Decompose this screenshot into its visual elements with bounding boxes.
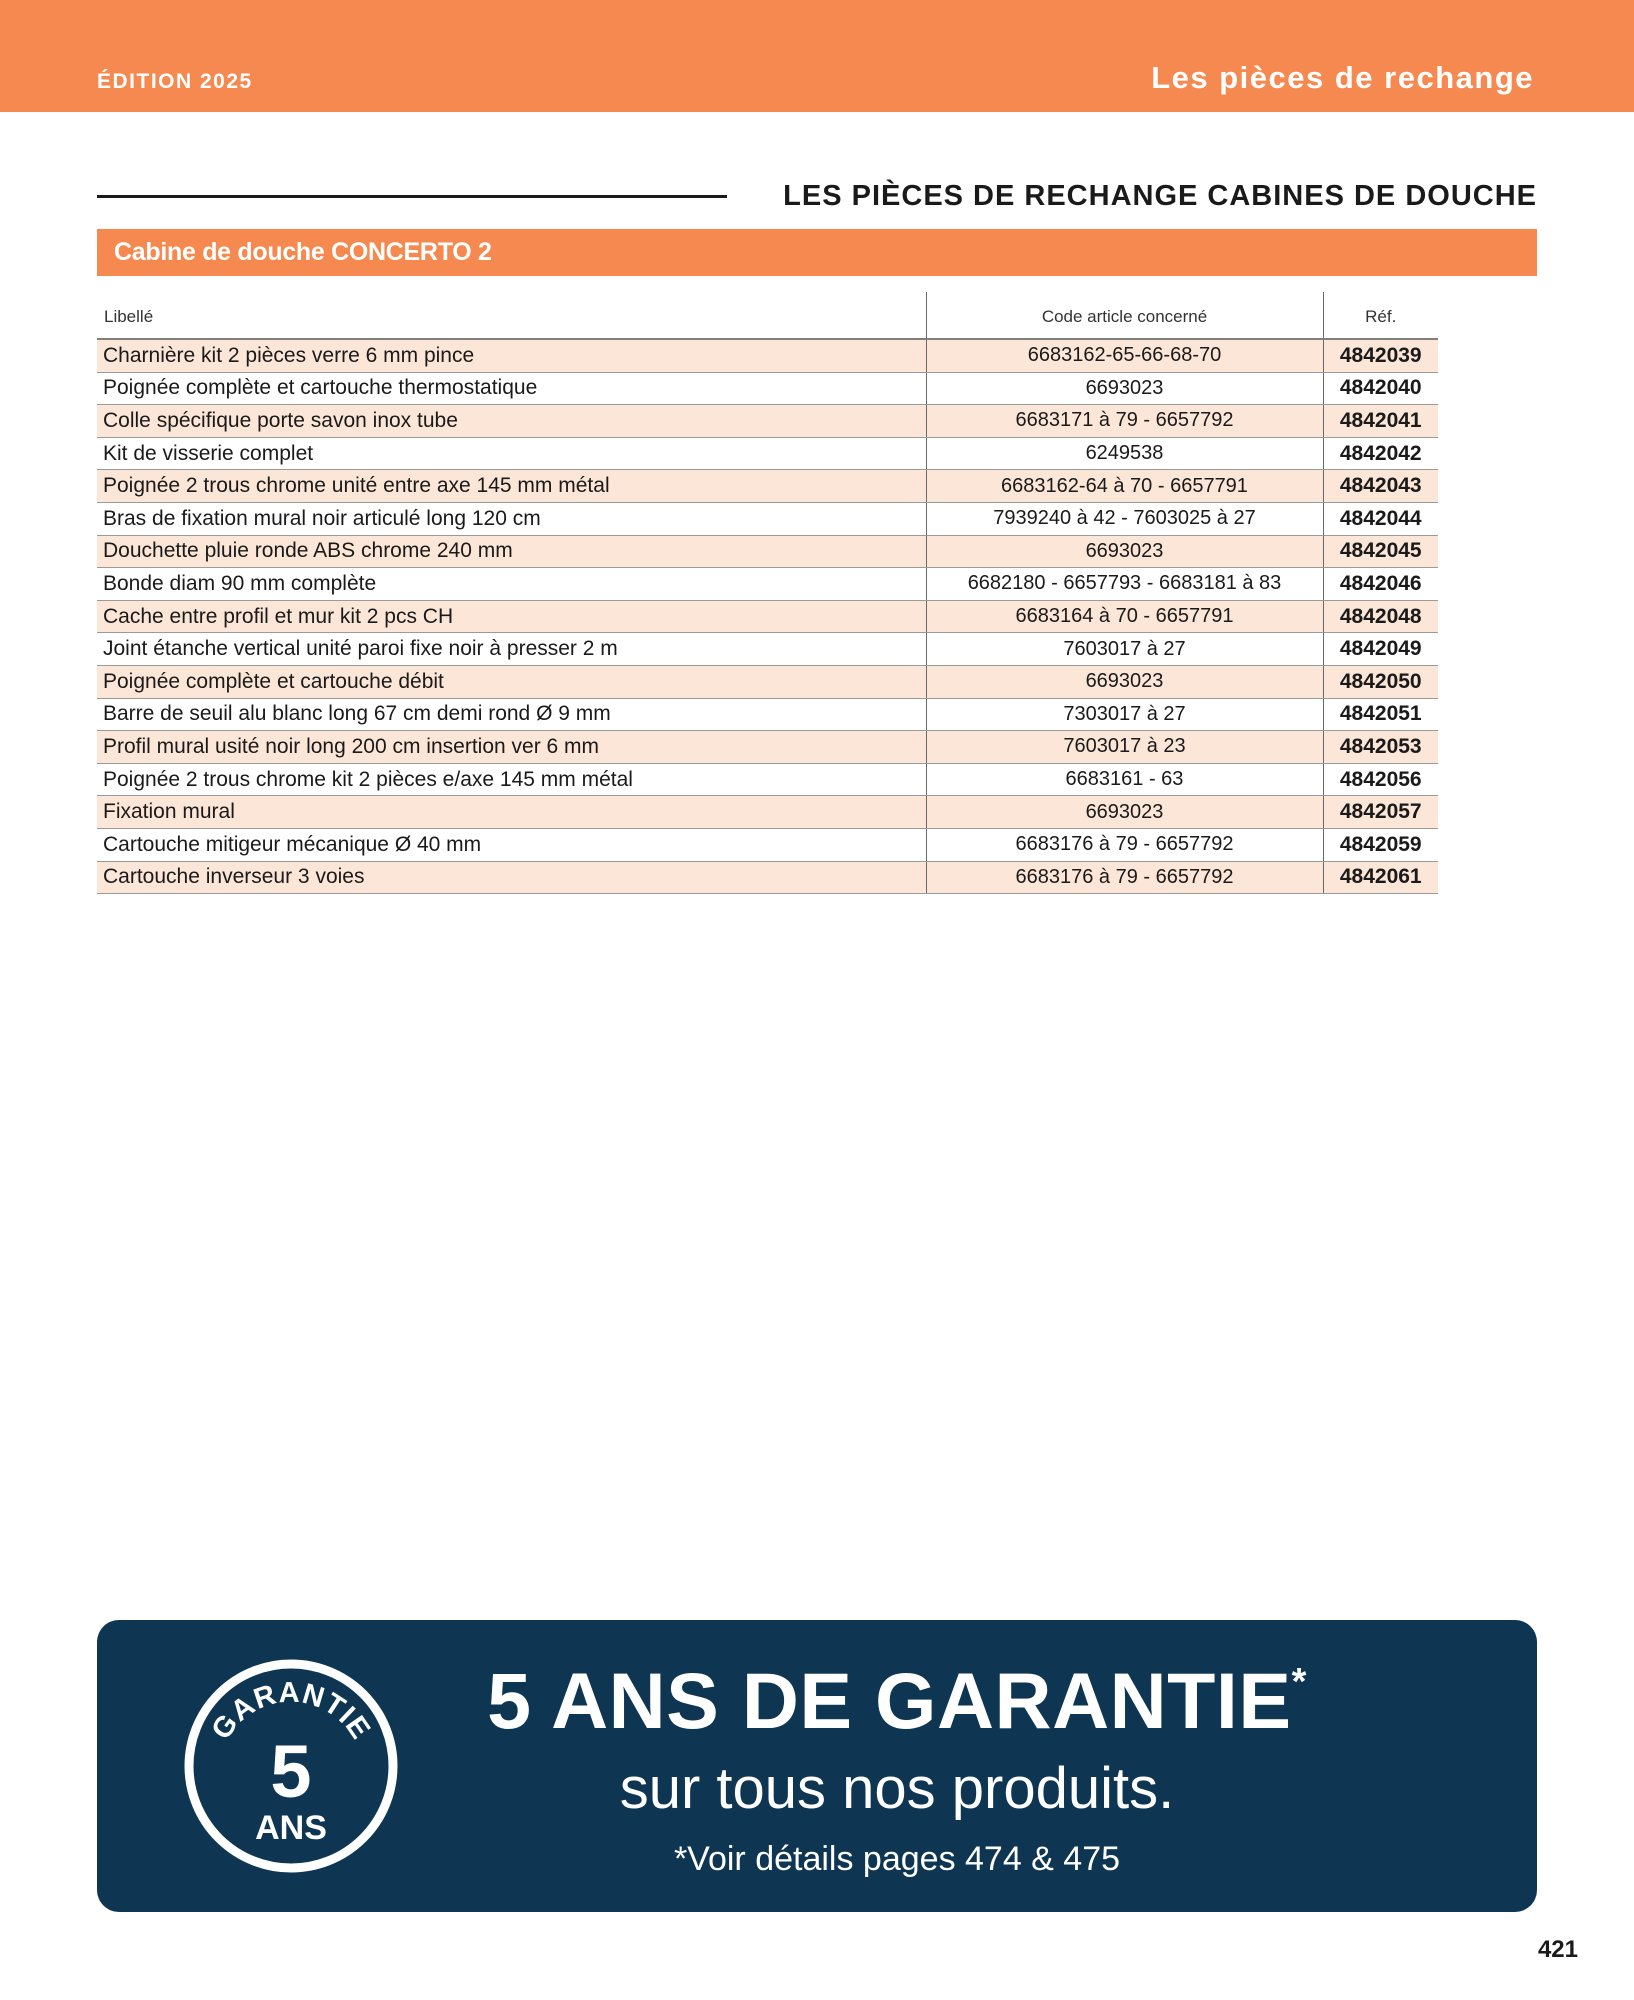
column-header-label: Libellé xyxy=(97,292,926,339)
cell-ref: 4842050 xyxy=(1323,665,1438,698)
chapter-title: Les pièces de rechange xyxy=(1151,60,1534,95)
warranty-title: 5 ANS DE GARANTIE* xyxy=(487,1656,1307,1745)
cell-label: Douchette pluie ronde ABS chrome 240 mm xyxy=(97,535,926,568)
cell-code: 6693023 xyxy=(926,372,1323,405)
badge-bottom-text: ANS xyxy=(255,1809,327,1847)
cell-label: Cartouche inverseur 3 voies xyxy=(97,861,926,894)
cell-ref: 4842039 xyxy=(1323,339,1438,372)
cell-code: 6683176 à 79 - 6657792 xyxy=(926,828,1323,861)
table-row xyxy=(97,600,1438,633)
table-row xyxy=(97,665,1438,698)
cell-code: 6693023 xyxy=(926,796,1323,829)
table-row xyxy=(97,796,1438,829)
warranty-note: *Voir détails pages 474 & 475 xyxy=(673,1840,1121,1878)
cell-code: 6683171 à 79 - 6657792 xyxy=(926,405,1323,438)
cell-ref: 4842057 xyxy=(1323,796,1438,829)
product-subheader: Cabine de douche CONCERTO 2 xyxy=(97,229,1537,276)
table-row xyxy=(97,861,1438,894)
cell-label: Barre de seuil alu blanc long 67 cm demi rond Ø 9 mm xyxy=(97,698,926,731)
cell-code: 6683176 à 79 - 6657792 xyxy=(926,861,1323,894)
table-row xyxy=(97,502,1438,535)
warranty-badge-icon xyxy=(181,1656,401,1876)
cell-ref: 4842040 xyxy=(1323,372,1438,405)
table-row xyxy=(97,372,1438,405)
top-banner xyxy=(0,0,1634,112)
cell-ref: 4842051 xyxy=(1323,698,1438,731)
page-number: 421 xyxy=(1537,1936,1578,1963)
table-row xyxy=(97,568,1438,601)
cell-label: Poignée 2 trous chrome kit 2 pièces e/axe 145 mm métal xyxy=(97,763,926,796)
cell-code: 7939240 à 42 - 7603025 à 27 xyxy=(926,502,1323,535)
table-row xyxy=(97,828,1438,861)
cell-ref: 4842041 xyxy=(1323,405,1438,438)
table-row xyxy=(97,405,1438,438)
table-row xyxy=(97,698,1438,731)
cell-code: 7303017 à 27 xyxy=(926,698,1323,731)
cell-label: Cartouche mitigeur mécanique Ø 40 mm xyxy=(97,828,926,861)
cell-label: Profil mural usité noir long 200 cm insertion ver 6 mm xyxy=(97,731,926,764)
cell-ref: 4842059 xyxy=(1323,828,1438,861)
cell-label: Charnière kit 2 pièces verre 6 mm pince xyxy=(97,339,926,372)
cell-ref: 4842045 xyxy=(1323,535,1438,568)
edition-label: ÉDITION 2025 xyxy=(97,70,253,93)
badge-number: 5 xyxy=(270,1730,312,1813)
badge-top-text: GARANTIE xyxy=(205,1676,377,1746)
cell-code: 6683161 - 63 xyxy=(926,763,1323,796)
cell-label: Poignée complète et cartouche débit xyxy=(97,665,926,698)
cell-label: Joint étanche vertical unité paroi fixe noir à presser 2 m xyxy=(97,633,926,666)
spare-parts-table xyxy=(97,292,1438,894)
warranty-subtitle: sur tous nos produits. xyxy=(619,1756,1175,1821)
table-row xyxy=(97,339,1438,372)
cell-code: 6693023 xyxy=(926,535,1323,568)
table-row xyxy=(97,437,1438,470)
cell-ref: 4842042 xyxy=(1323,437,1438,470)
warranty-asterisk: * xyxy=(1291,1661,1307,1703)
cell-label: Poignée complète et cartouche thermostatique xyxy=(97,372,926,405)
cell-label: Bras de fixation mural noir articulé long 120 cm xyxy=(97,502,926,535)
cell-label: Cache entre profil et mur kit 2 pcs CH xyxy=(97,600,926,633)
cell-code: 6683164 à 70 - 6657791 xyxy=(926,600,1323,633)
cell-label: Poignée 2 trous chrome unité entre axe 145 mm métal xyxy=(97,470,926,503)
table-row xyxy=(97,535,1438,568)
cell-ref: 4842053 xyxy=(1323,731,1438,764)
table-row xyxy=(97,470,1438,503)
warranty-banner xyxy=(97,1620,1537,1912)
cell-code: 6249538 xyxy=(926,437,1323,470)
table-row xyxy=(97,633,1438,666)
cell-label: Kit de visserie complet xyxy=(97,437,926,470)
cell-code: 7603017 à 27 xyxy=(926,633,1323,666)
cell-code: 6682180 - 6657793 - 6683181 à 83 xyxy=(926,568,1323,601)
cell-code: 6693023 xyxy=(926,665,1323,698)
cell-ref: 4842048 xyxy=(1323,600,1438,633)
table-header-row xyxy=(97,292,1438,339)
cell-label: Fixation mural xyxy=(97,796,926,829)
section-divider xyxy=(97,195,727,198)
cell-label: Colle spécifique porte savon inox tube xyxy=(97,405,926,438)
cell-code: 6683162-64 à 70 - 6657791 xyxy=(926,470,1323,503)
table-row xyxy=(97,763,1438,796)
column-header-code: Code article concerné xyxy=(926,292,1323,339)
cell-ref: 4842043 xyxy=(1323,470,1438,503)
cell-ref: 4842046 xyxy=(1323,568,1438,601)
cell-ref: 4842056 xyxy=(1323,763,1438,796)
table-row xyxy=(97,731,1438,764)
column-header-ref: Réf. xyxy=(1323,292,1438,339)
cell-code: 6683162-65-66-68-70 xyxy=(926,339,1323,372)
section-title: LES PIÈCES DE RECHANGE CABINES DE DOUCHE xyxy=(783,180,1537,212)
cell-ref: 4842061 xyxy=(1323,861,1438,894)
cell-ref: 4842049 xyxy=(1323,633,1438,666)
cell-ref: 4842044 xyxy=(1323,502,1438,535)
cell-code: 7603017 à 23 xyxy=(926,731,1323,764)
cell-label: Bonde diam 90 mm complète xyxy=(97,568,926,601)
